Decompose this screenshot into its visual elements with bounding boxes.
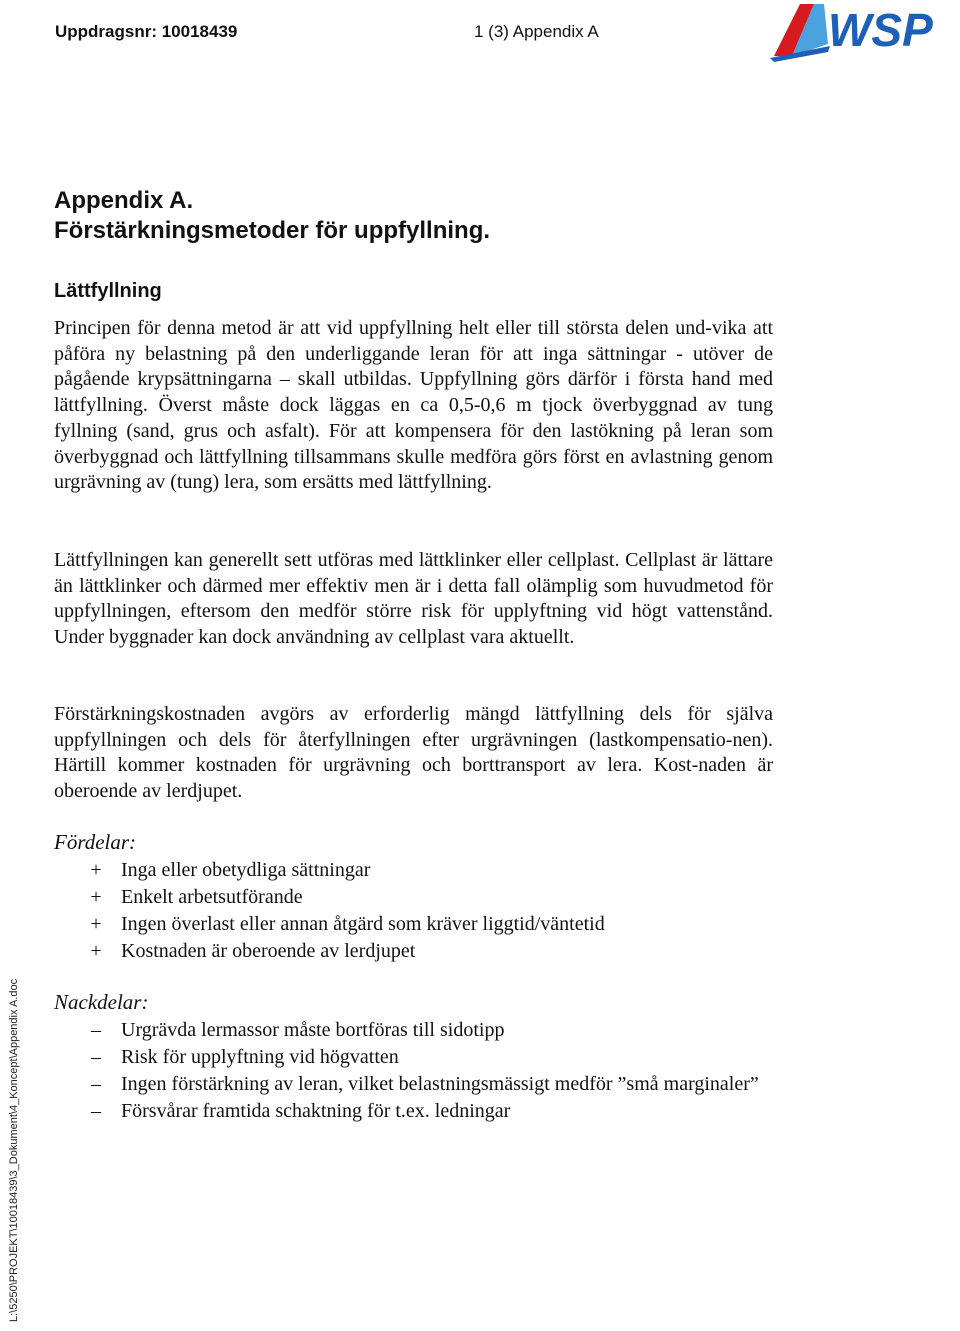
plus-marker: +: [90, 940, 102, 962]
file-path: L:\5250\PROJEKT\10018439\3_Dokument\4_Koncept\Appendix A.doc: [8, 978, 20, 1322]
list-item-text: Kostnaden är oberoende av lerdjupet: [121, 940, 416, 962]
list-item-text: Försvårar framtida schaktning för t.ex. ledningar: [121, 1100, 511, 1122]
project-number: Uppdragsnr: 10018439: [55, 22, 238, 41]
list-item: [54, 911, 773, 938]
dash-marker: –: [91, 1019, 101, 1041]
list-item-text: Enkelt arbetsutförande: [121, 886, 303, 908]
list-item-text: Ingen förstärkning av leran, vilket belastningsmässigt medför ”små marginaler”: [121, 1073, 759, 1095]
dash-marker: –: [91, 1073, 101, 1095]
advantages-list: [54, 857, 773, 965]
plus-marker: +: [90, 859, 102, 881]
title-line-2: Förstärkningsmetoder för uppfyllning.: [54, 217, 491, 244]
paragraph-materials: Lättfyllningen kan generellt sett utföras med lättklinker eller cellplast. Cellplast är lättare än lättklinker och därmed mer effektiv men är i detta fall olämplig som huvudmetod för uppfyllningen, eftersom den medför större risk för upplyftning vid högt vattenstånd. Under byggnader kan dock användning av cellplast vara aktuellt.: [54, 549, 773, 649]
wsp-logo: [770, 0, 960, 62]
advantages-heading: Fördelar:: [54, 830, 137, 854]
list-item: [54, 1017, 773, 1044]
disadvantages-list: [54, 1017, 773, 1125]
dash-marker: –: [91, 1100, 101, 1122]
page-info: 1 (3) Appendix A: [474, 22, 599, 41]
paragraph-principle: Principen för denna metod är att vid uppfyllning helt eller till största delen und-vika att påföra ny belastning på den underliggande leran för att inga sättningar - utöver de pågående krypsättningarna – skall utbildas. Uppfyllning görs därför i första hand med lättfyllning. Överst måste dock läggas en ca 0,5-0,6 m tjock överbyggnad av tung fyllning (sand, grus och asfalt). För att kompensera för den lastökning på leran som överbyggnad och lättfyllning tillsammans skulle medföra görs först en avlastning genom urgrävning av (tung) lera, som ersätts med lättfyllning.: [54, 317, 773, 494]
paragraph-cost: Förstärkningskostnaden avgörs av erforderlig mängd lättfyllning dels för själva uppfyllningen och dels för återfyllningen efter urgrävningen (lastkompensatio-nen). Härtill kommer kostnaden för urgrävning och borttransport av lera. Kost-naden är oberoende av lerdjupet.: [54, 703, 773, 803]
list-item-text: Ingen överlast eller annan åtgärd som kräver liggtid/väntetid: [121, 913, 605, 935]
list-item: [54, 1071, 773, 1098]
list-item: [54, 1098, 773, 1125]
list-item-text: Risk för upplyftning vid högvatten: [121, 1046, 399, 1068]
logo-text: WSP: [828, 4, 933, 56]
list-item: [54, 884, 773, 911]
list-item: [54, 938, 773, 965]
plus-marker: +: [90, 886, 102, 908]
page-title: [54, 186, 490, 246]
list-item: [54, 1044, 773, 1071]
disadvantages-heading: Nackdelar:: [54, 990, 149, 1014]
list-item-text: Urgrävda lermassor måste bortföras till sidotipp: [121, 1019, 505, 1041]
dash-marker: –: [91, 1046, 101, 1068]
list-item-text: Inga eller obetydliga sättningar: [121, 859, 371, 881]
plus-marker: +: [90, 913, 102, 935]
title-line-1: Appendix A.: [54, 187, 194, 214]
section-heading: Lättfyllning: [54, 280, 162, 302]
list-item: [54, 857, 773, 884]
